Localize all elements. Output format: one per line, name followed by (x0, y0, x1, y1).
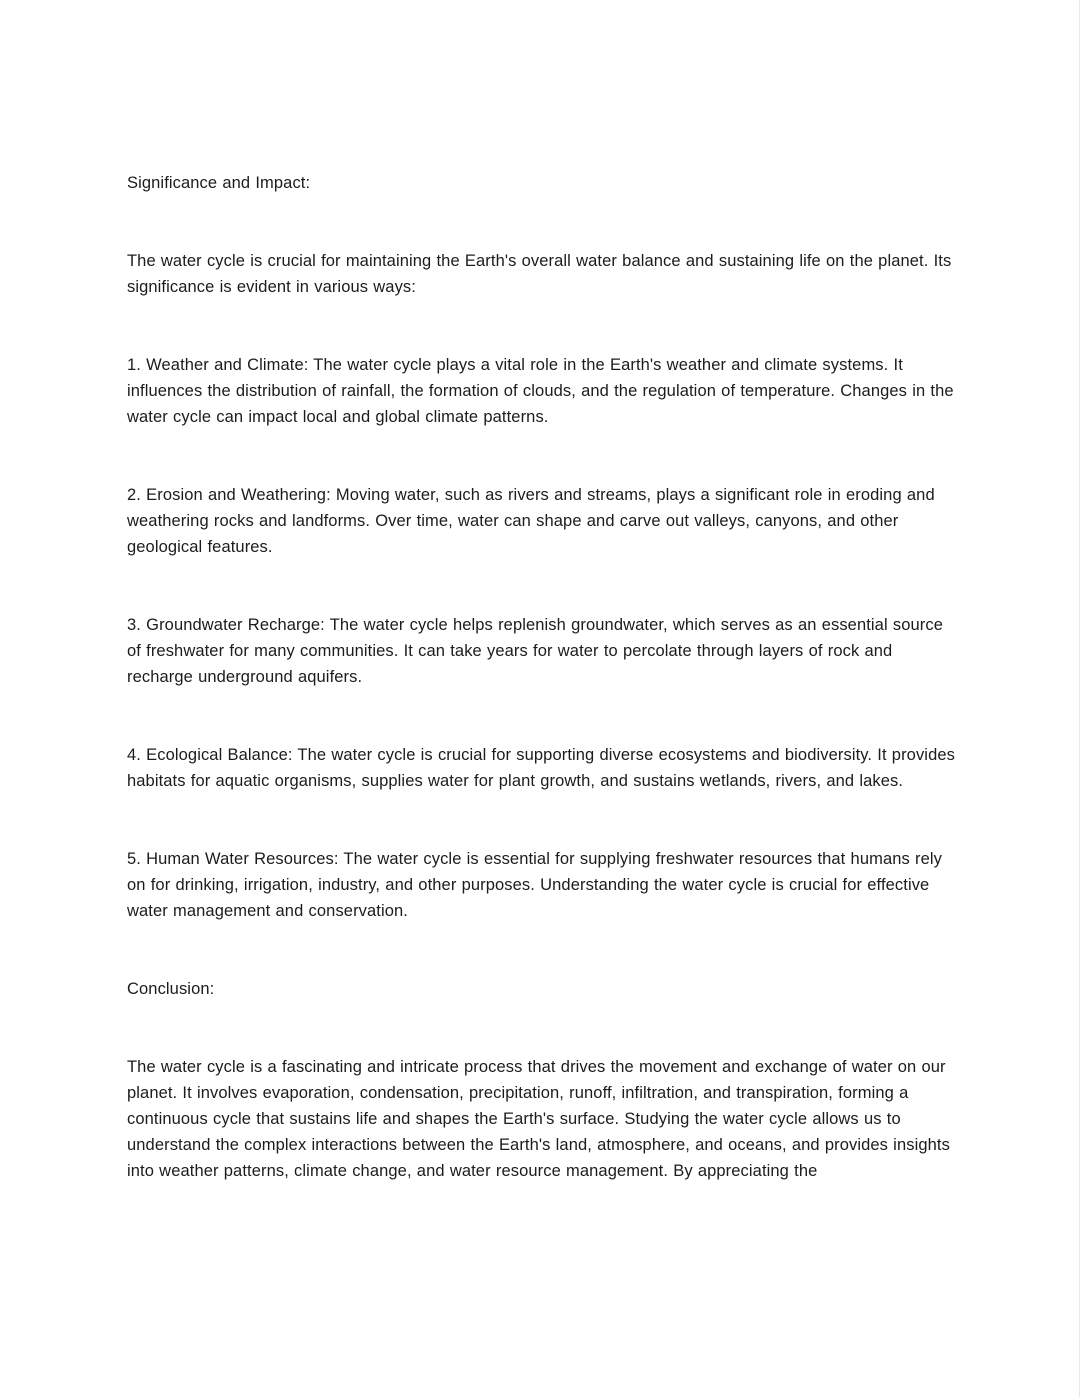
paragraph-conclusion: The water cycle is a fascinating and intricate process that drives the movement and exchange of water on our planet. It involves evaporation, condensation, precipitation, runoff, infiltration, and transpiration, forming a continuous cycle that sustains life and shapes the Earth's surface. Studying the water cycle allows us to understand the complex interactions between the Earth's land, atmosphere, and oceans, and provides insights into weather patterns, climate change, and water resource management. By appreciating the (127, 1058, 950, 1180)
paragraph-ecological-balance: 4. Ecological Balance: The water cycle is crucial for supporting diverse ecosystems and biodiversity. It provides habitats for aquatic organisms, supplies water for plant growth, and sustains wetlands, rivers, and lakes. (127, 746, 955, 790)
section-heading-significance: Significance and Impact: (127, 174, 311, 192)
paragraph-human-water-resources: 5. Human Water Resources: The water cycle is essential for supplying freshwater resources that humans rely on for drinking, irrigation, industry, and other purposes. Understanding the water cycle is crucial for effective water management and conservation. (127, 850, 943, 920)
paragraph-weather-climate: 1. Weather and Climate: The water cycle plays a vital role in the Earth's weather and climate systems. It influences the distribution of rainfall, the formation of clouds, and the regulation of temperature. Changes in the water cycle can impact local and global climate patterns. (127, 356, 954, 426)
section-heading-conclusion: Conclusion: (127, 980, 215, 998)
paragraph-groundwater-recharge: 3. Groundwater Recharge: The water cycle helps replenish groundwater, which serves as an essential source of freshwater for many communities. It can take years for water to percolate through layers of rock and recharge underground aquifers. (127, 616, 944, 686)
paragraph-intro: The water cycle is crucial for maintaining the Earth's overall water balance and sustaining life on the planet. Its significance is evident in various ways: (127, 252, 952, 296)
document-content (127, 170, 955, 1184)
paragraph-erosion-weathering: 2. Erosion and Weathering: Moving water, such as rivers and streams, plays a significant role in eroding and weathering rocks and landforms. Over time, water can shape and carve out valleys, canyons, and other geological features. (127, 486, 935, 556)
